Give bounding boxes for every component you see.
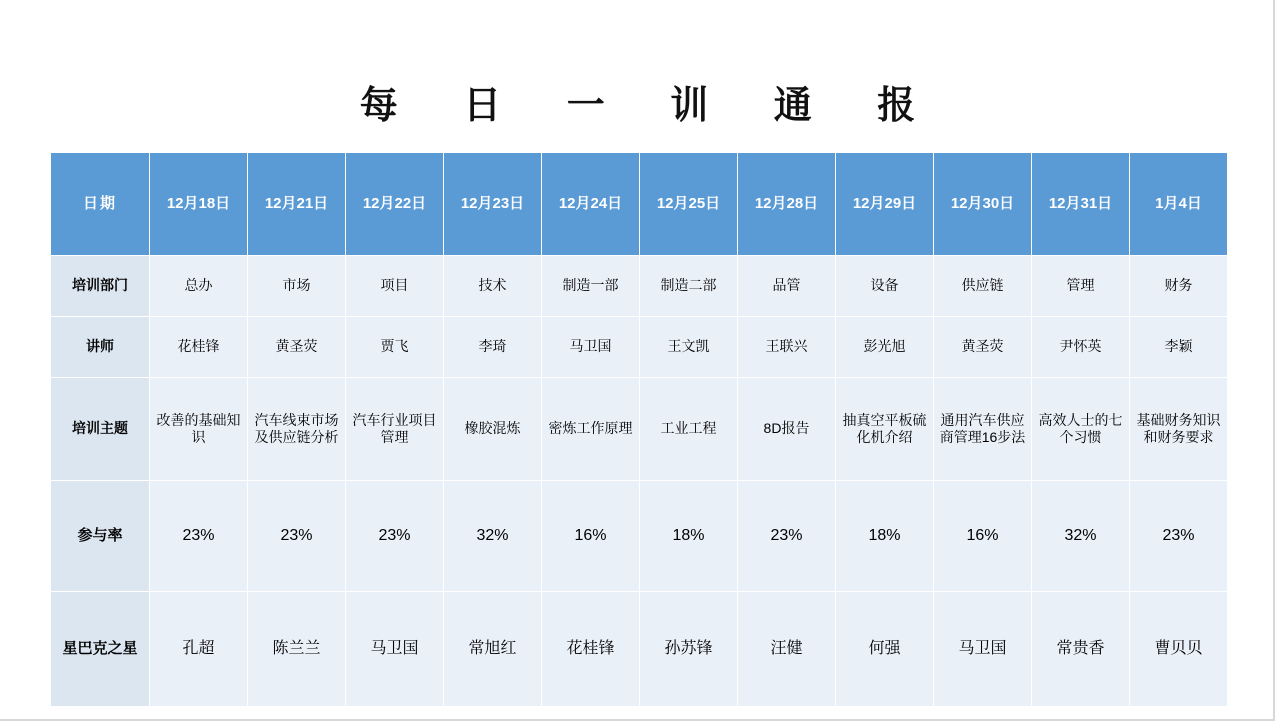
cell-star-5: 花桂锋 [542, 592, 640, 707]
row-label-teacher: 讲师 [51, 317, 150, 378]
cell-department-11: 财务 [1130, 256, 1228, 317]
cell-teacher-3: 贾飞 [346, 317, 444, 378]
cell-participation-9: 16% [934, 481, 1032, 592]
cell-star-10: 常贵香 [1032, 592, 1130, 707]
cell-department-4: 技术 [444, 256, 542, 317]
row-label-participation: 参与率 [51, 481, 150, 592]
cell-participation-3: 23% [346, 481, 444, 592]
row-label-star: 星巴克之星 [51, 592, 150, 707]
table-row [51, 592, 1228, 707]
cell-participation-10: 32% [1032, 481, 1130, 592]
cell-star-1: 孔超 [150, 592, 248, 707]
report-table-container [50, 152, 1225, 707]
cell-star-2: 陈兰兰 [248, 592, 346, 707]
cell-participation-1: 23% [150, 481, 248, 592]
cell-teacher-2: 黄圣荧 [248, 317, 346, 378]
cell-star-4: 常旭红 [444, 592, 542, 707]
row-label-department: 培训部门 [51, 256, 150, 317]
cell-participation-5: 16% [542, 481, 640, 592]
table-row [51, 256, 1228, 317]
cell-teacher-11: 李颖 [1130, 317, 1228, 378]
cell-teacher-10: 尹怀英 [1032, 317, 1130, 378]
header-cell-date-8: 12月29日 [836, 153, 934, 256]
cell-participation-7: 23% [738, 481, 836, 592]
cell-department-9: 供应链 [934, 256, 1032, 317]
cell-topic-7: 8D报告 [738, 378, 836, 481]
daily-training-report-table [50, 152, 1228, 707]
cell-topic-5: 密炼工作原理 [542, 378, 640, 481]
header-cell-date-11: 1月4日 [1130, 153, 1228, 256]
cell-participation-11: 23% [1130, 481, 1228, 592]
table-row [51, 481, 1228, 592]
cell-department-10: 管理 [1032, 256, 1130, 317]
cell-star-11: 曹贝贝 [1130, 592, 1228, 707]
cell-teacher-6: 王文凯 [640, 317, 738, 378]
header-cell-date-9: 12月30日 [934, 153, 1032, 256]
cell-topic-11: 基础财务知识和财务要求 [1130, 378, 1228, 481]
header-cell-date-4: 12月23日 [444, 153, 542, 256]
cell-department-6: 制造二部 [640, 256, 738, 317]
table-header-row [51, 153, 1228, 256]
cell-star-8: 何强 [836, 592, 934, 707]
header-cell-date-label: 日期 [51, 153, 150, 256]
header-cell-date-7: 12月28日 [738, 153, 836, 256]
table-header [51, 153, 1228, 256]
cell-topic-10: 高效人士的七个习惯 [1032, 378, 1130, 481]
cell-star-3: 马卫国 [346, 592, 444, 707]
table-row [51, 378, 1228, 481]
cell-participation-8: 18% [836, 481, 934, 592]
table-row [51, 317, 1228, 378]
cell-star-7: 汪健 [738, 592, 836, 707]
header-cell-date-3: 12月22日 [346, 153, 444, 256]
cell-department-8: 设备 [836, 256, 934, 317]
cell-star-6: 孙苏锋 [640, 592, 738, 707]
cell-topic-6: 工业工程 [640, 378, 738, 481]
row-label-topic: 培训主题 [51, 378, 150, 481]
cell-teacher-8: 彭光旭 [836, 317, 934, 378]
cell-teacher-5: 马卫国 [542, 317, 640, 378]
cell-teacher-4: 李琦 [444, 317, 542, 378]
header-cell-date-1: 12月18日 [150, 153, 248, 256]
cell-topic-8: 抽真空平板硫化机介绍 [836, 378, 934, 481]
header-cell-date-6: 12月25日 [640, 153, 738, 256]
cell-topic-4: 橡胶混炼 [444, 378, 542, 481]
cell-star-9: 马卫国 [934, 592, 1032, 707]
cell-department-1: 总办 [150, 256, 248, 317]
page-title: 每 日 一 训 通 报 [359, 85, 944, 127]
header-cell-date-10: 12月31日 [1032, 153, 1130, 256]
cell-topic-3: 汽车行业项目管理 [346, 378, 444, 481]
cell-participation-4: 32% [444, 481, 542, 592]
table-body [51, 256, 1228, 707]
cell-department-7: 品管 [738, 256, 836, 317]
cell-topic-1: 改善的基础知识 [150, 378, 248, 481]
cell-teacher-7: 王联兴 [738, 317, 836, 378]
header-cell-date-2: 12月21日 [248, 153, 346, 256]
cell-teacher-9: 黄圣荧 [934, 317, 1032, 378]
cell-department-5: 制造一部 [542, 256, 640, 317]
cell-topic-9: 通用汽车供应商管理16步法 [934, 378, 1032, 481]
header-cell-date-5: 12月24日 [542, 153, 640, 256]
cell-teacher-1: 花桂锋 [150, 317, 248, 378]
cell-department-2: 市场 [248, 256, 346, 317]
cell-participation-2: 23% [248, 481, 346, 592]
cell-topic-2: 汽车线束市场及供应链分析 [248, 378, 346, 481]
cell-participation-6: 18% [640, 481, 738, 592]
cell-department-3: 项目 [346, 256, 444, 317]
